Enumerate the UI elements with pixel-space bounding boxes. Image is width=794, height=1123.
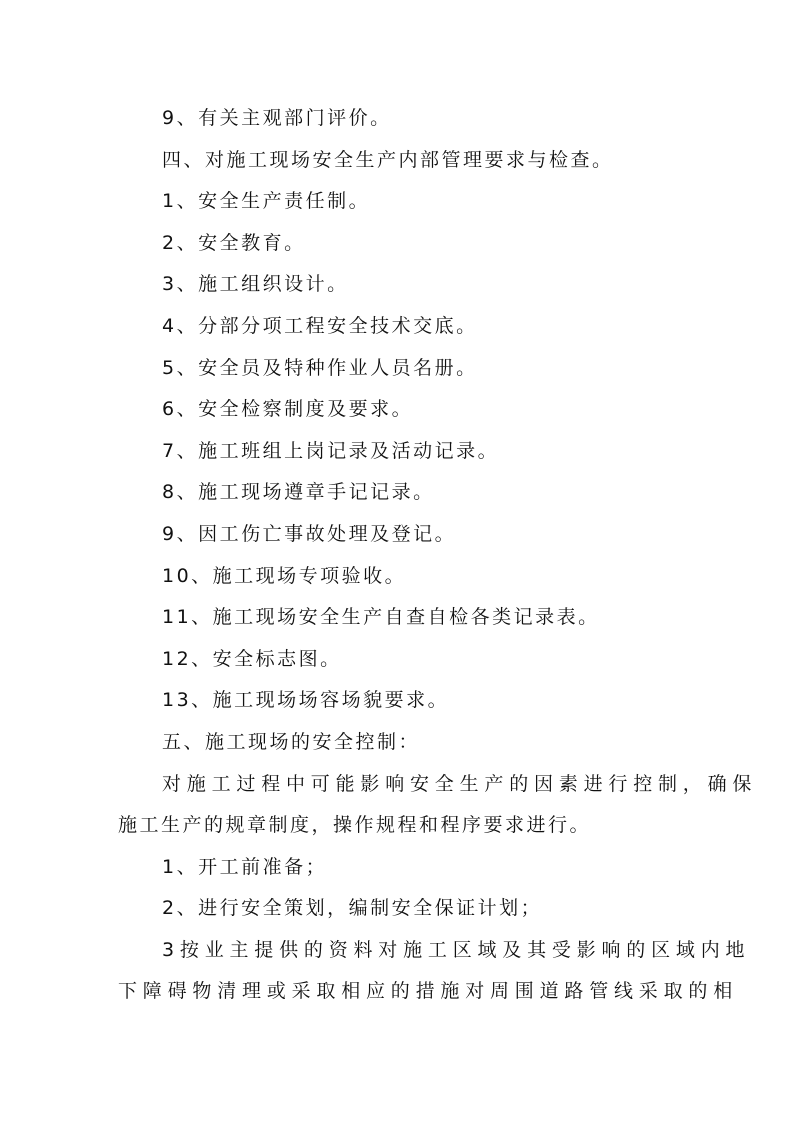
- list-item: 9、因工伤亡事故处理及登记。: [162, 522, 457, 545]
- list-item: 7、施工班组上岗记录及活动记录。: [162, 439, 500, 462]
- list-item: 5、安全员及特种作业人员名册。: [162, 356, 478, 379]
- text-line: 9、有关主观部门评价。: [162, 107, 392, 129]
- paragraph-line: 3按业主提供的资料对施工区域及其受影响的区域内地: [162, 938, 751, 961]
- list-item: 4、分部分项工程安全技术交底。: [162, 314, 478, 337]
- list-item: 10、施工现场专项验收。: [162, 564, 407, 587]
- paragraph-line: 对施工过程中可能影响安全生产的因素进行控制，确保: [162, 772, 758, 795]
- list-item: 2、安全教育。: [162, 231, 306, 254]
- list-item: 8、施工现场遵章手记记录。: [162, 481, 435, 504]
- list-item: 1、开工前准备；: [162, 855, 328, 878]
- list-item: 6、安全检察制度及要求。: [162, 398, 414, 421]
- section-heading: 五、施工现场的安全控制：: [162, 730, 421, 753]
- list-item: 11、施工现场安全生产自查自检各类记录表。: [162, 606, 600, 629]
- paragraph-line: 下障碍物清理或采取相应的措施对周围道路管线采取的相: [118, 980, 739, 1003]
- section-heading: 四、对施工现场安全生产内部管理要求与检查。: [162, 148, 614, 171]
- list-item: 2、进行安全策划，编制安全保证计划；: [162, 897, 543, 920]
- list-item: 1、安全生产责任制。: [162, 190, 371, 213]
- list-item: 13、施工现场场容场貌要求。: [162, 689, 450, 712]
- list-item: 12、安全标志图。: [162, 647, 342, 670]
- paragraph-line: 施工生产的规章制度，操作规程和程序要求进行。: [118, 814, 592, 837]
- document-body: [0, 98, 794, 1013]
- list-item: 3、施工组织设计。: [162, 273, 349, 296]
